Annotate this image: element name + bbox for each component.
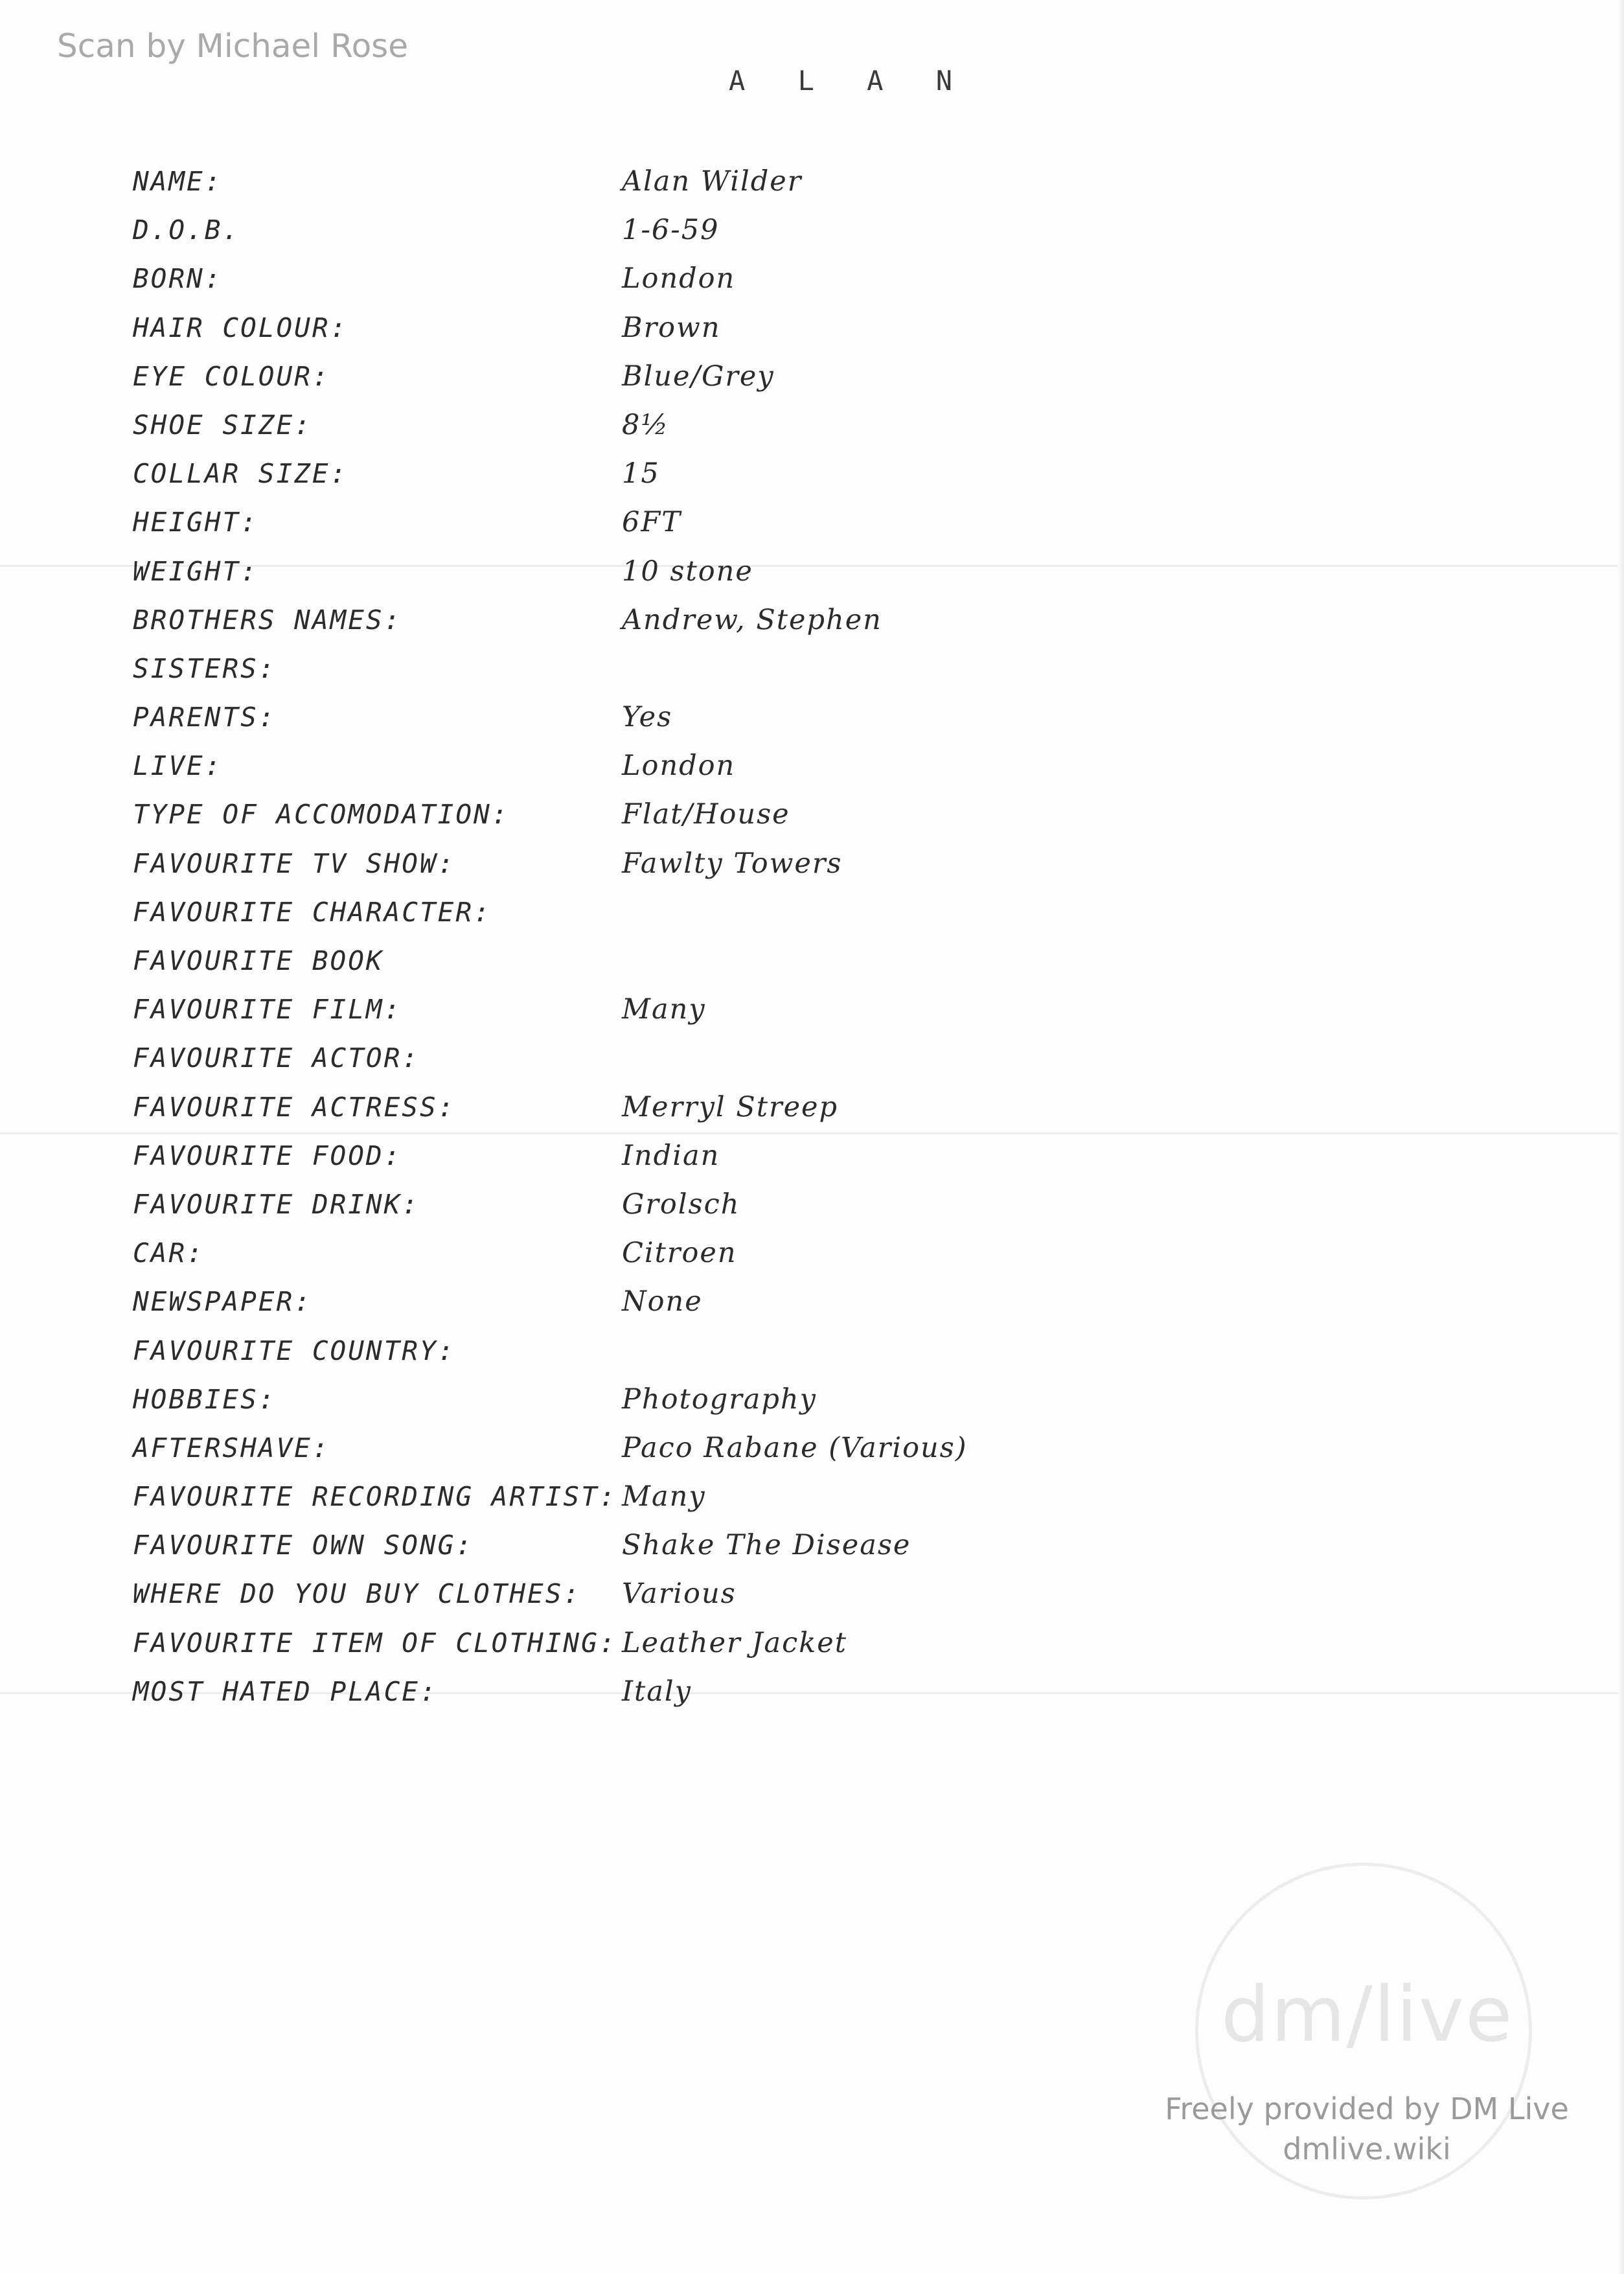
field-row-accomodation bbox=[133, 795, 1299, 844]
watermark-credit: Freely provided by DM Live bbox=[1165, 2091, 1569, 2126]
field-value: Flat/House bbox=[622, 798, 790, 831]
field-label: TYPE OF ACCOMODATION: bbox=[133, 799, 510, 831]
scan-credit: Scan by Michael Rose bbox=[57, 27, 408, 65]
field-row-born bbox=[133, 259, 1299, 308]
field-value: Leather Jacket bbox=[622, 1626, 848, 1659]
field-value: Merryl Streep bbox=[622, 1090, 839, 1123]
field-label: FAVOURITE CHARACTER: bbox=[133, 896, 492, 928]
field-label: FAVOURITE TV SHOW: bbox=[133, 847, 456, 879]
field-row-aftershave bbox=[133, 1429, 1299, 1477]
field-row-character bbox=[133, 893, 1299, 941]
field-row-book bbox=[133, 941, 1299, 990]
field-label: FAVOURITE COUNTRY: bbox=[133, 1335, 456, 1366]
field-label: WEIGHT: bbox=[133, 555, 258, 587]
field-label: MOST HATED PLACE: bbox=[133, 1675, 438, 1707]
field-label: FAVOURITE OWN SONG: bbox=[133, 1530, 474, 1561]
field-row-item-of-clothing bbox=[133, 1624, 1299, 1672]
page-title: A L A N bbox=[729, 65, 971, 97]
field-value: Paco Rabane (Various) bbox=[622, 1431, 968, 1464]
field-value: Many bbox=[622, 1480, 706, 1513]
field-label: PARENTS: bbox=[133, 702, 277, 733]
field-label: COLLAR SIZE: bbox=[133, 458, 349, 490]
field-value: Italy bbox=[622, 1675, 692, 1708]
watermark-logo: dm/live bbox=[1221, 1970, 1514, 2059]
field-label: FAVOURITE ITEM OF CLOTHING: bbox=[133, 1627, 617, 1659]
watermark-site: dmlive.wiki bbox=[1283, 2131, 1451, 2166]
field-label: NAME: bbox=[133, 166, 223, 197]
field-value: Fawlty Towers bbox=[622, 847, 843, 880]
field-value: Shake The Disease bbox=[622, 1529, 911, 1562]
field-value: Various bbox=[622, 1578, 737, 1611]
field-label: NEWSPAPER: bbox=[133, 1286, 312, 1318]
field-value: 15 bbox=[622, 457, 660, 490]
field-value: Yes bbox=[622, 701, 673, 734]
field-row-drink bbox=[133, 1185, 1299, 1234]
field-row-actress bbox=[133, 1088, 1299, 1136]
field-label: CAR: bbox=[133, 1237, 205, 1269]
questionnaire-list bbox=[133, 162, 1299, 1721]
field-row-buy-clothes bbox=[133, 1574, 1299, 1623]
field-value: Many bbox=[622, 993, 706, 1026]
field-value: London bbox=[622, 750, 736, 783]
field-value: 10 stone bbox=[622, 555, 753, 588]
field-row-own-song bbox=[133, 1526, 1299, 1574]
field-row-tv-show bbox=[133, 844, 1299, 893]
field-label: HAIR COLOUR: bbox=[133, 312, 349, 343]
field-row-collar-size bbox=[133, 454, 1299, 503]
field-value: 8½ bbox=[622, 408, 670, 441]
field-label: FAVOURITE ACTOR: bbox=[133, 1042, 420, 1074]
field-value: 6FT bbox=[622, 506, 681, 539]
field-row-live bbox=[133, 746, 1299, 795]
field-value: Brown bbox=[622, 311, 721, 344]
field-row-recording-artist bbox=[133, 1477, 1299, 1526]
field-label: FAVOURITE FILM: bbox=[133, 994, 402, 1026]
field-row-parents bbox=[133, 698, 1299, 746]
field-label: BORN: bbox=[133, 263, 223, 295]
field-row-shoe-size bbox=[133, 406, 1299, 454]
field-row-dob bbox=[133, 211, 1299, 259]
field-row-brothers-names bbox=[133, 601, 1299, 649]
field-row-hobbies bbox=[133, 1380, 1299, 1429]
field-label: FAVOURITE FOOD: bbox=[133, 1140, 402, 1171]
field-label: WHERE DO YOU BUY CLOTHES: bbox=[133, 1578, 582, 1610]
field-value: Alan Wilder bbox=[622, 165, 803, 198]
field-label: FAVOURITE RECORDING ARTIST: bbox=[133, 1481, 617, 1513]
field-row-film bbox=[133, 990, 1299, 1039]
field-value: Citroen bbox=[622, 1237, 737, 1270]
field-label: SISTERS: bbox=[133, 652, 277, 684]
field-label: D.O.B. bbox=[133, 214, 241, 246]
field-value: Indian bbox=[622, 1139, 720, 1172]
paper-edge bbox=[1618, 0, 1624, 2274]
field-row-car bbox=[133, 1234, 1299, 1282]
field-label: SHOE SIZE: bbox=[133, 409, 312, 441]
field-row-hair-colour bbox=[133, 308, 1299, 357]
field-label: HOBBIES: bbox=[133, 1383, 277, 1415]
field-row-country bbox=[133, 1331, 1299, 1380]
field-value: Grolsch bbox=[622, 1188, 740, 1221]
field-label: FAVOURITE ACTRESS: bbox=[133, 1091, 456, 1123]
field-row-weight bbox=[133, 552, 1299, 601]
field-label: HEIGHT: bbox=[133, 507, 258, 538]
field-value: Blue/Grey bbox=[622, 360, 775, 393]
field-value: None bbox=[622, 1285, 703, 1318]
field-row-most-hated-place bbox=[133, 1672, 1299, 1721]
field-row-name bbox=[133, 162, 1299, 211]
field-row-food bbox=[133, 1136, 1299, 1185]
field-row-newspaper bbox=[133, 1282, 1299, 1331]
field-row-eye-colour bbox=[133, 357, 1299, 406]
field-value: Photography bbox=[622, 1383, 817, 1416]
field-label: BROTHERS NAMES: bbox=[133, 604, 402, 636]
field-value: London bbox=[622, 262, 736, 295]
field-label: EYE COLOUR: bbox=[133, 360, 330, 392]
field-label: FAVOURITE BOOK bbox=[133, 945, 384, 976]
field-label: AFTERSHAVE: bbox=[133, 1432, 330, 1464]
field-value: Andrew, Stephen bbox=[622, 603, 882, 636]
field-row-actor bbox=[133, 1039, 1299, 1087]
field-label: FAVOURITE DRINK: bbox=[133, 1188, 420, 1220]
field-value: 1-6-59 bbox=[622, 214, 720, 247]
field-row-height bbox=[133, 503, 1299, 551]
field-row-sisters bbox=[133, 649, 1299, 698]
field-label: LIVE: bbox=[133, 750, 223, 782]
